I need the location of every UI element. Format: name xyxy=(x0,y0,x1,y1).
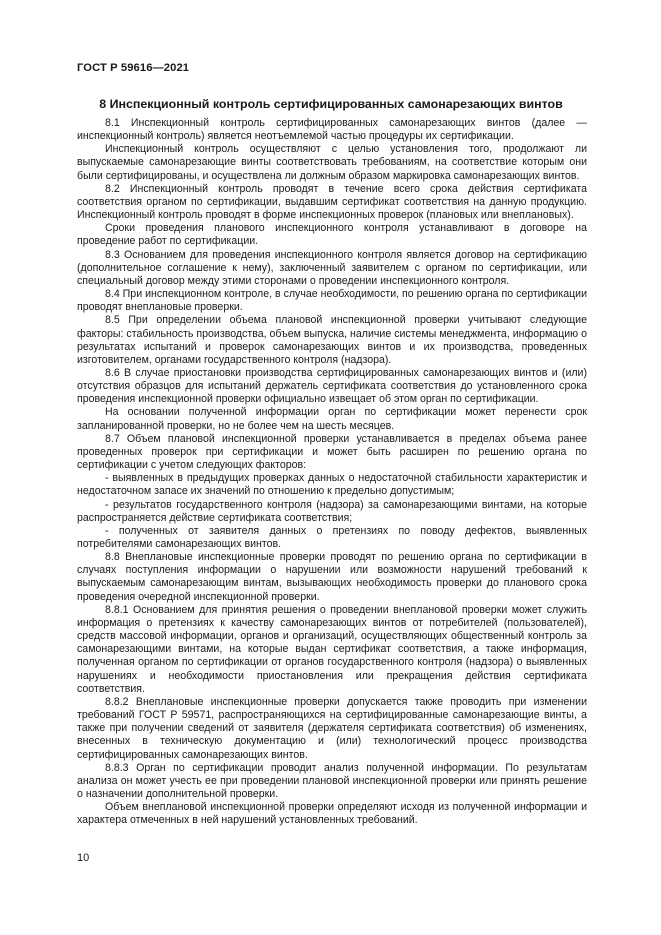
paragraph-8-8-2: 8.8.2 Внеплановые инспекционные проверки допускается также проводить при изменении требований ГОСТ Р 59571, распространяющихся на сертифицированные самонарезающие винты, а также при получении сведений от заявителя (держателя сертификата соответствия) об изменениях, внесенных в техническую документацию и (или) технологический процесс производства сертифицированных самонарезающих винтов. xyxy=(77,695,587,761)
section-title: 8 Инспекционный контроль сертифицированных самонарезающих винтов xyxy=(99,97,563,111)
paragraph-8-6: 8.6 В случае приостановки производства сертифицированных самонарезающих винтов и (или) отсутствия образцов для испытаний держатель сертификата соответствия до установленного срока проведения инспекционной проверки официально извещает об этом орган по сертификации. xyxy=(77,366,587,406)
paragraph-8-1-purpose: Инспекционный контроль осуществляют с целью установления того, продолжают ли выпускаемые самонарезающие винты соответствовать требованиям, на соответствие которым они были сертифицированы, и осуществлена ли должным образом маркировка самонарезающих винтов. xyxy=(77,143,587,182)
paragraph-8-4: 8.4 При инспекционном контроле, в случае необходимости, по решению органа по сертификации проводят внеплановые проверки. xyxy=(77,288,587,314)
paragraph-8-8: 8.8 Внеплановые инспекционные проверки проводят по решению органа по сертификации в случаях поступления информации о нарушении или возможности нарушений требований к выпускаемым самонарезающим винтам, вызывающих необходимость проверки до планового срока проведения очередной инспекционной проверки. xyxy=(77,551,587,603)
paragraph-8-7: 8.7 Объем плановой инспекционной проверки устанавливается в пределах объема ранее проведенных проверок при сертификации и может быть расширен по решению органа по сертификации с учетом следующих факторов: xyxy=(77,432,587,472)
page-number: 10 xyxy=(77,852,90,864)
paragraph-8-5: 8.5 При определении объема плановой инспекционной проверки учитывают следующие факторы: стабильность производства, объем выпуска, наличие системы менеджмента, информацию о результатах испытаний и проверок самонарезающих винтов и их производства, проведенных изготовителем, органами государственного контроля (надзора). xyxy=(77,314,587,366)
paragraph-8-8-3-scope: Объем внеплановой инспекционной проверки определяют исходя из полученной информации и характера отмеченных в ней нарушений установленных требований. xyxy=(77,801,587,827)
list-item-factor-stability: - выявленных в предыдущих проверках данных о недостаточной стабильности характеристик и недостаточном запасе их значений по отношению к предельно допустимым; xyxy=(77,472,587,498)
paragraph-8-3: 8.3 Основанием для проведения инспекционного контроля является договор на сертификацию (дополнительное соглашение к нему), заключенный заявителем с органом по сертификации, или специальный договор между этими сторонами о проведении инспекционного контроля. xyxy=(77,248,587,287)
paragraph-8-2: 8.2 Инспекционный контроль проводят в течение всего срока действия сертификата соответствия органом по сертификации, выдавшим сертификат соответствия на данную продукцию. Инспекционный контроль проводят в форме инспекционных проверок (плановых или внеплановых). xyxy=(77,182,587,222)
list-item-factor-claims: - полученных от заявителя данных о претензиях по поводу дефектов, выявленных потребителями самонарезающих винтов. xyxy=(77,524,587,550)
paragraph-8-8-1: 8.8.1 Основанием для принятия решения о проведении внеплановой проверки может служить информация о претензиях к качеству самонарезающих винтов от потребителей (пользователей), средств массовой информации, органов и организаций, осуществляющих общественный контроль за самонарезающими винтами, на которые выдан сертификат соответствия, а также информация, полученная органом по сертификации от органов государственного контроля (надзора) о выявленных нарушениях и необходимости приостановления или прекращения действия сертификата соответствия. xyxy=(77,603,587,695)
document-code: ГОСТ Р 59616—2021 xyxy=(77,62,190,74)
list-item-factor-state-control: - результатов государственного контроля (надзора) за самонарезающими винтами, на которые распространяется действие сертификата соответствия; xyxy=(77,498,587,524)
paragraph-8-1: 8.1 Инспекционный контроль сертифицированных самонарезающих винтов (далее — инспекционный контроль) является неотъемлемой частью процедуры их сертификации. xyxy=(77,117,587,143)
paragraph-8-2-terms: Сроки проведения планового инспекционного контроля устанавливают в договоре на проведение работ по сертификации. xyxy=(77,222,587,248)
paragraph-8-6-postpone: На основании полученной информации орган по сертификации может перенести срок запланированной проверки, но не более чем на шесть месяцев. xyxy=(77,406,587,432)
paragraph-8-8-3: 8.8.3 Орган по сертификации проводит анализ полученной информации. По результатам анализа он может учесть ее при проведении плановой инспекционной проверки или принять решение о назначении дополнительной проверки. xyxy=(77,761,587,800)
section-body xyxy=(77,117,587,827)
